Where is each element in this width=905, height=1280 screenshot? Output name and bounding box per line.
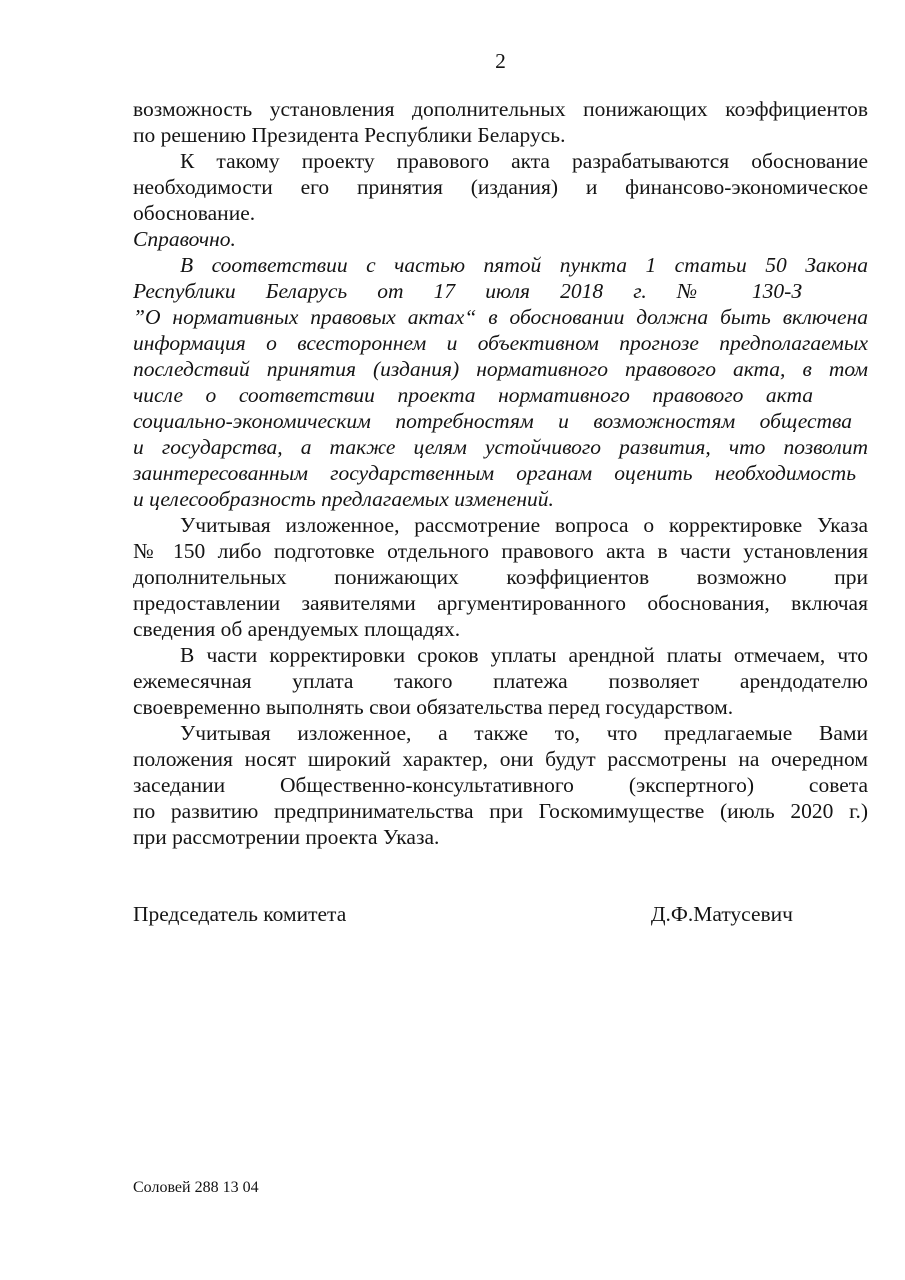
footer-reference: Соловей 288 13 04 (133, 1179, 259, 1196)
text-line: обоснование. (133, 201, 256, 225)
paragraph (133, 96, 868, 148)
document-body (133, 96, 868, 850)
text-line: информация о всестороннем и объективном прогнозе предполагаемых (133, 331, 868, 355)
text-line: ”О нормативных правовых актах“ в обосновании должна быть включена (133, 305, 868, 329)
signature-block (133, 901, 868, 927)
text-line: дополнительных понижающих коэффициентов возможно при (133, 565, 868, 589)
paragraph (133, 252, 868, 512)
text-line: при рассмотрении проекта Указа. (133, 825, 440, 849)
paragraph (133, 148, 868, 226)
page-number: 2 (495, 49, 506, 73)
text-line: заинтересованным государственным органам оценить необходимость (133, 461, 856, 485)
text-line: необходимости его принятия (издания) и финансово-экономическое (133, 175, 868, 199)
text-line: числе о соответствии проекта нормативного правового акта (133, 383, 813, 407)
text-line: В соответствии с частью пятой пункта 1 статьи 50 Закона (180, 253, 868, 277)
paragraph (133, 512, 868, 642)
text-line: заседании Общественно-консультативного (экспертного) совета (133, 773, 868, 797)
text-line: Справочно. (133, 227, 236, 251)
text-line: последствий принятия (издания) нормативного правового акта, в том (133, 357, 868, 381)
text-line: своевременно выполнять свои обязательства перед государством. (133, 695, 734, 719)
text-line: К такому проекту правового акта разрабатываются обоснование (180, 149, 868, 173)
text-line: социально-экономическим потребностям и возможностям общества (133, 409, 852, 433)
text-line: положения носят широкий характер, они будут рассмотрены на очередном (133, 747, 868, 771)
text-line: сведения об арендуемых площадях. (133, 617, 461, 641)
text-line: и государства, а также целям устойчивого развития, что позволит (133, 435, 868, 459)
text-line: по решению Президента Республики Беларусь. (133, 123, 566, 147)
signature-title: Председатель комитета (133, 902, 347, 926)
paragraph (133, 720, 868, 850)
paragraph (133, 226, 868, 252)
text-line: возможность установления дополнительных понижающих коэффициентов (133, 97, 868, 121)
text-line: В части корректировки сроков уплаты арендной платы отмечаем, что (180, 643, 868, 667)
paragraph (133, 642, 868, 720)
text-line: ежемесячная уплата такого платежа позволяет арендодателю (133, 669, 868, 693)
text-line: предоставлении заявителями аргументированного обоснования, включая (133, 591, 868, 615)
text-line: № 150 либо подготовке отдельного правового акта в части установления (133, 539, 868, 563)
text-line: Учитывая изложенное, рассмотрение вопроса о корректировке Указа (180, 513, 868, 537)
text-line: и целесообразность предлагаемых изменений. (133, 487, 554, 511)
text-line: Учитывая изложенное, а также то, что предлагаемые Вами (180, 721, 868, 745)
signature-name: Д.Ф.Матусевич (650, 902, 793, 926)
text-line: по развитию предпринимательства при Госкомимуществе (июль 2020 г.) (133, 799, 868, 823)
text-line: Республики Беларусь от 17 июля 2018 г. № 130-З (133, 279, 802, 303)
